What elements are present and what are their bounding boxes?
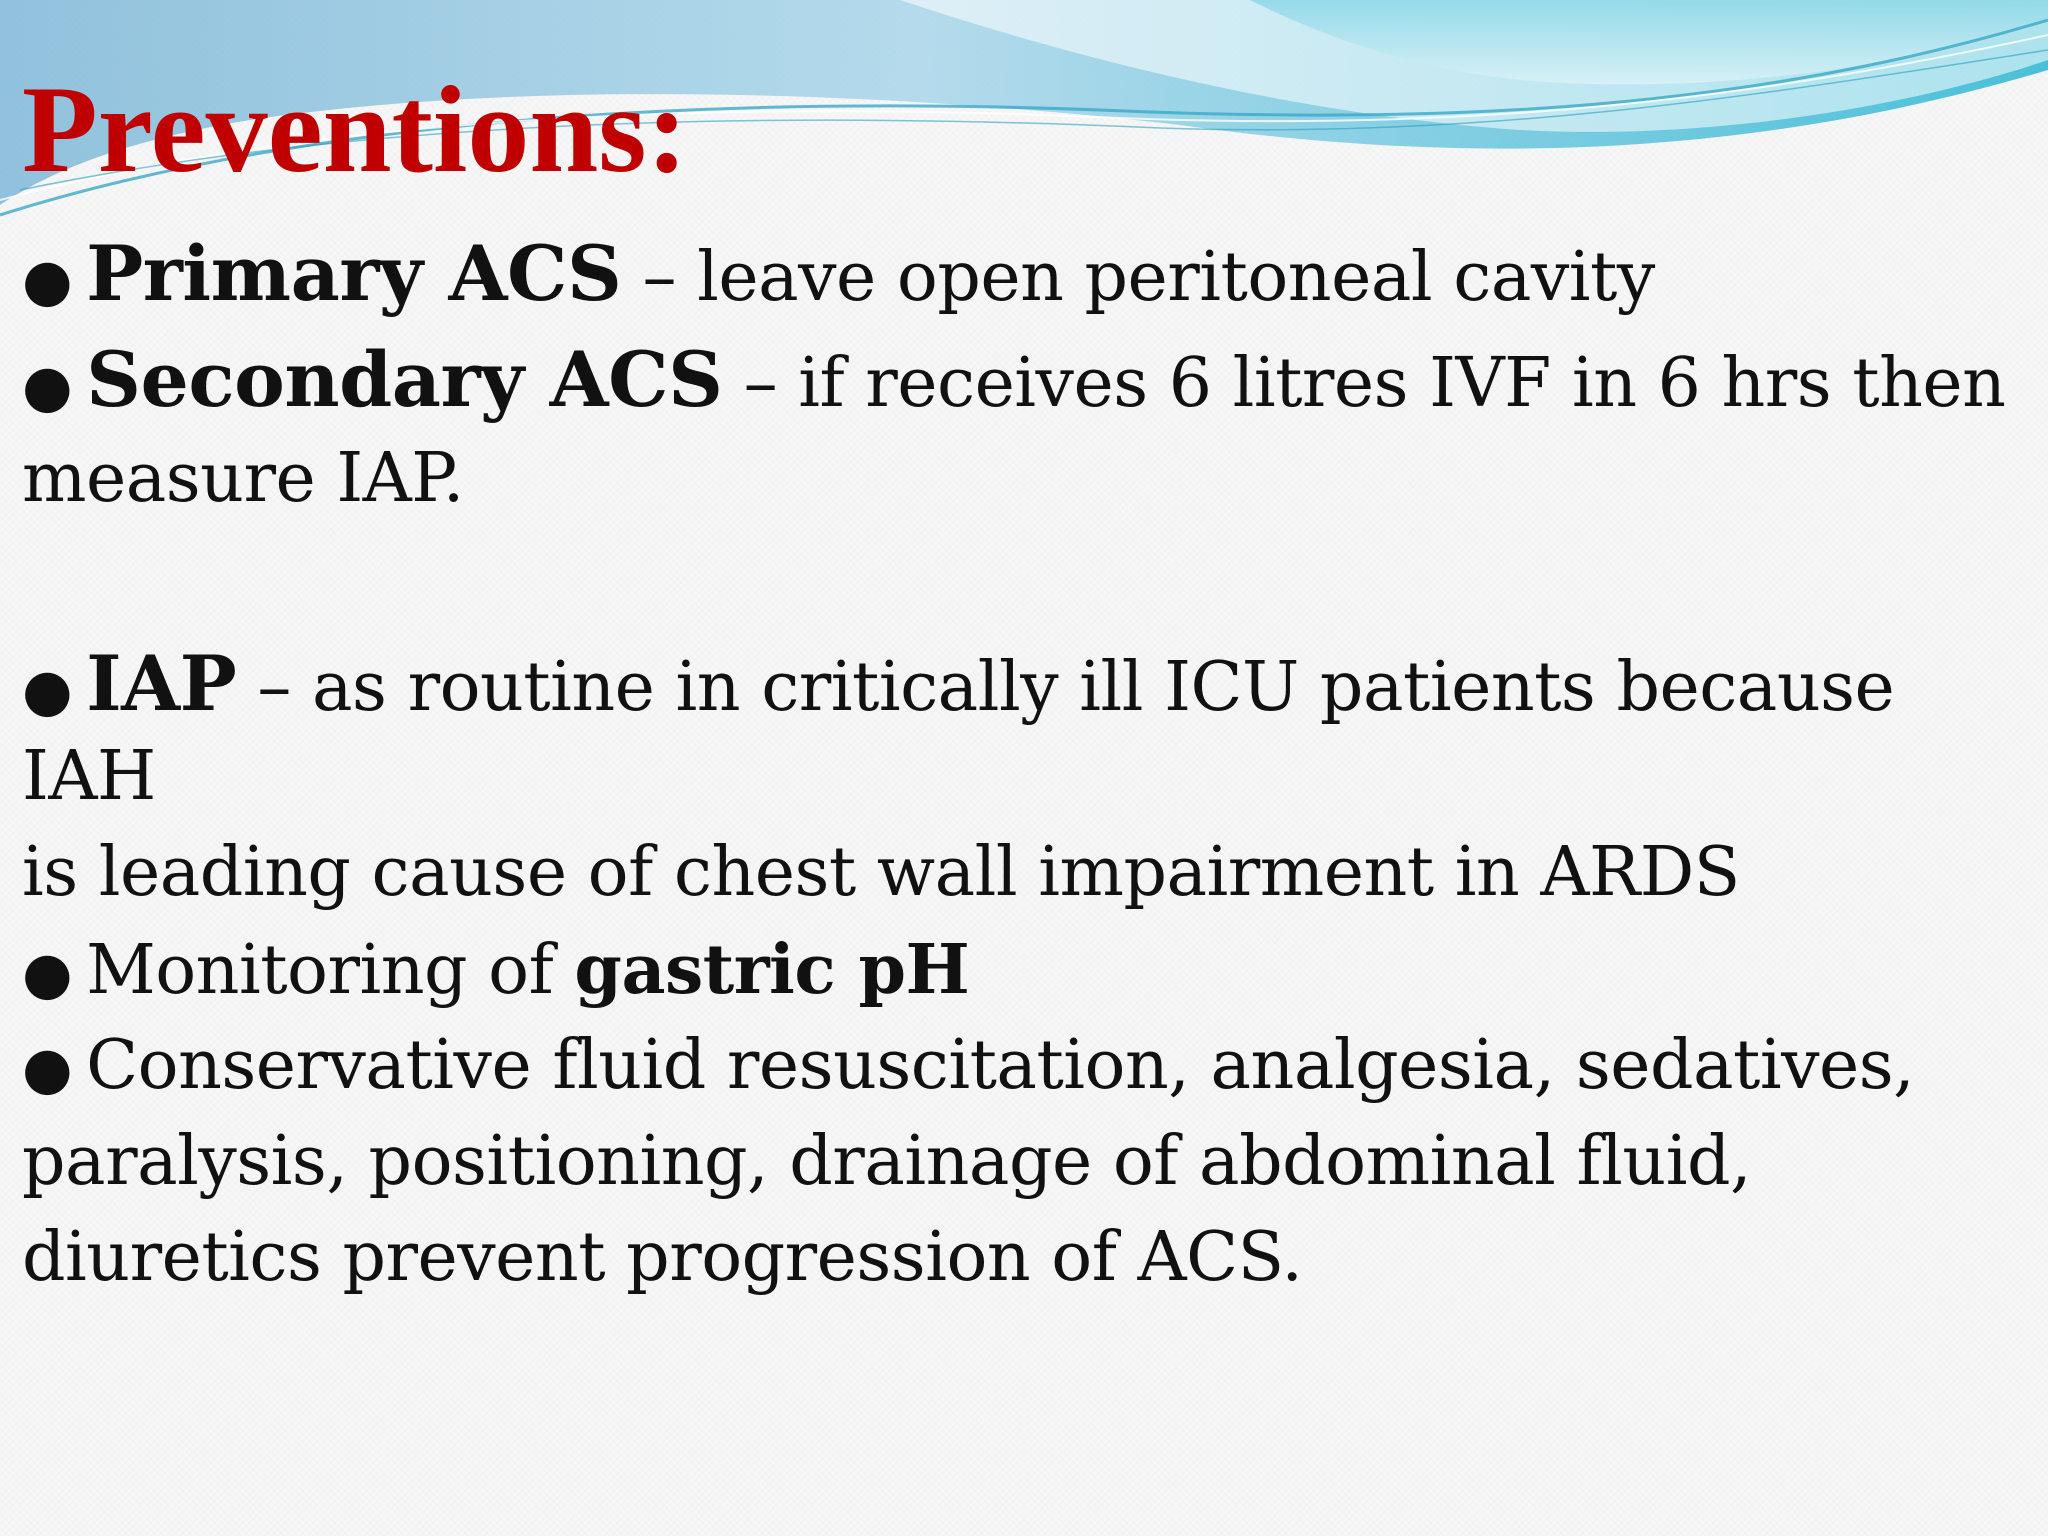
bullet-dot: ● xyxy=(22,939,73,1007)
text-primary-acs: – leave open peritoneal cavity xyxy=(621,238,1655,317)
bullet-conservative xyxy=(22,1026,1915,1105)
term-iap: IAP xyxy=(86,639,237,728)
continuation-iap-1: IAH xyxy=(22,737,156,816)
bullet-dot: ● xyxy=(22,352,73,420)
bullet-gastric-ph xyxy=(22,930,970,1010)
slide-content xyxy=(22,0,2032,1536)
bullet-dot: ● xyxy=(22,246,73,314)
bullet-primary-acs xyxy=(22,229,1655,318)
text-secondary-acs: – if receives 6 litres IVF in 6 hrs then xyxy=(722,344,2006,423)
continuation-iap-2: is leading cause of chest wall impairment in ARDS xyxy=(22,833,1740,912)
bullet-dot: ● xyxy=(22,656,73,724)
text-iap: – as routine in critically ill ICU patients because xyxy=(236,648,1895,727)
continuation-conservative-2: diuretics prevent progression of ACS. xyxy=(22,1218,1303,1297)
text-conservative: Conservative fluid resuscitation, analgesia, sedatives, xyxy=(86,1026,1915,1105)
slide-title: Preventions: xyxy=(22,61,688,198)
continuation-conservative-1: paralysis, positioning, drainage of abdominal fluid, xyxy=(22,1122,1752,1201)
term-gastric-ph: gastric pH xyxy=(574,930,970,1010)
text-monitoring: Monitoring of xyxy=(86,931,575,1010)
bullet-secondary-acs xyxy=(22,335,2006,424)
bullet-dot: ● xyxy=(22,1034,73,1102)
bullet-iap xyxy=(22,639,1895,728)
continuation-secondary-acs: measure IAP. xyxy=(22,439,464,518)
term-primary-acs: Primary ACS xyxy=(86,229,622,318)
term-secondary-acs: Secondary ACS xyxy=(86,335,723,424)
